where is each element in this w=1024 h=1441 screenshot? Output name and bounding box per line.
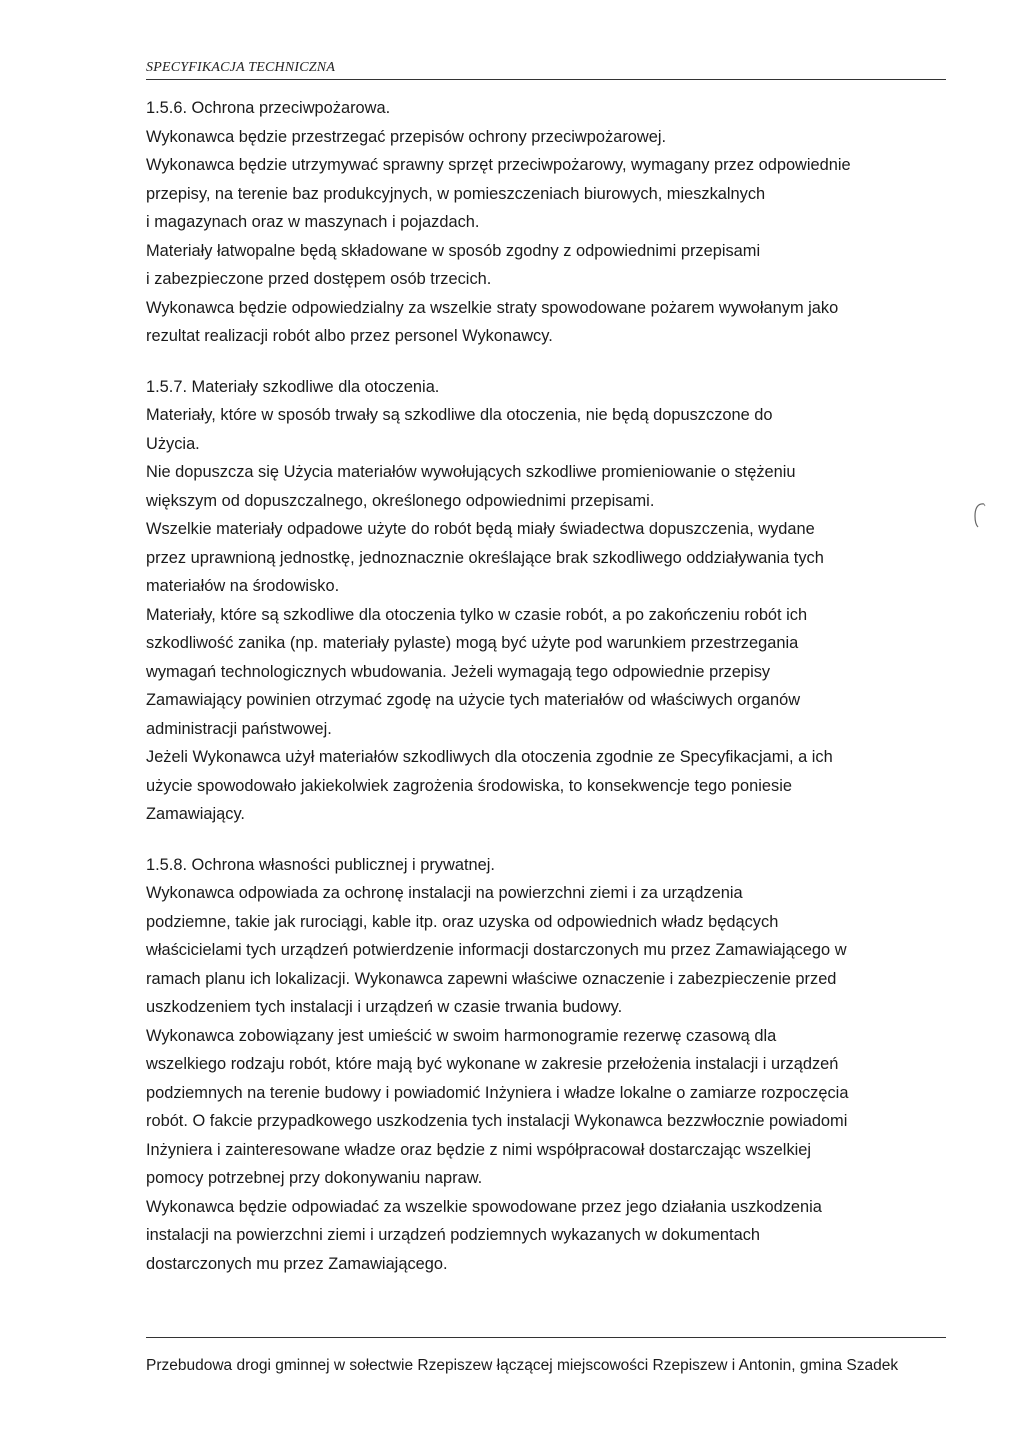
text-line: przez uprawnioną jednostkę, jednoznacznie określające brak szkodliwego oddziaływania tych — [146, 548, 824, 567]
text-line: wszelkiego rodzaju robót, które mają być wykonane w zakresie przełożenia instalacji i urządzeń — [146, 1055, 839, 1073]
section-spacer — [146, 351, 946, 373]
text-line: użycie spowodowało jakiekolwiek zagrożenia środowiska, to konsekwencje tego poniesie — [146, 776, 792, 795]
running-header: SPECYFIKACJA TECHNICZNA — [146, 60, 336, 75]
text-line: Materiały, które są szkodliwe dla otoczenia tylko w czasie robót, a po zakończeniu robót ich — [146, 605, 808, 624]
scan-artifact-icon — [972, 500, 986, 530]
text-line: administracji państwowej. — [146, 719, 332, 738]
text-line: podziemne, takie jak rurociągi, kable itp. oraz uzyska od odpowiednich władz będących — [146, 912, 779, 931]
header-divider — [146, 79, 946, 80]
document-body — [146, 94, 946, 1278]
section-harmful-materials — [146, 373, 946, 829]
text-line: uszkodzeniem tych instalacji i urządzeń w czasie trwania budowy. — [146, 998, 623, 1016]
text-line: Materiały łatwopalne będą składowane w sposób zgodny z odpowiednimi przepisami — [146, 241, 761, 260]
text-line: ramach planu ich lokalizacji. Wykonawca zapewni właściwe oznaczenie i zabezpieczenie przed — [146, 969, 837, 988]
text-line: Zamawiający. — [146, 805, 245, 823]
text-line: rezultat realizacji robót albo przez personel Wykonawcy. — [146, 327, 553, 345]
section-heading: 1.5.6. Ochrona przeciwpożarowa. — [146, 99, 391, 117]
text-line: Jeżeli Wykonawca użył materiałów szkodliwych dla otoczenia zgodnie ze Specyfikacjami, a ich — [146, 748, 833, 766]
text-line: Wykonawca będzie odpowiedzialny za wszelkie straty spowodowane pożarem wywołanym jako — [146, 298, 839, 317]
text-line: materiałów na środowisko. — [146, 577, 340, 595]
text-line: Wykonawca będzie utrzymywać sprawny sprzęt przeciwpożarowy, wymagany przez odpowiednie — [146, 156, 851, 174]
section-heading: 1.5.8. Ochrona własności publicznej i prywatnej. — [146, 855, 495, 874]
section-property-protection — [146, 851, 946, 1279]
text-line: Użycia. — [146, 434, 200, 453]
text-line: właścicielami tych urządzeń potwierdzenie informacji dostarczonych mu przez Zamawiającego w — [146, 941, 847, 959]
text-line: instalacji na powierzchni ziemi i urządzeń podziemnych wykazanych w dokumentach — [146, 1226, 761, 1244]
section-heading: 1.5.7. Materiały szkodliwe dla otoczenia. — [146, 377, 440, 396]
text-line: pomocy potrzebnej przy dokonywaniu napraw. — [146, 1169, 483, 1187]
text-line: Wszelkie materiały odpadowe użyte do robót będą miały świadectwa dopuszczenia, wydane — [146, 520, 815, 538]
text-line: Nie dopuszcza się Użycia materiałów wywołujących szkodliwe promieniowanie o stężeniu — [146, 463, 796, 481]
text-line: większym od dopuszczalnego, określonego odpowiednimi przepisami. — [146, 491, 655, 510]
text-line: dostarczonych mu przez Zamawiającego. — [146, 1254, 448, 1273]
text-line: Wykonawca będzie przestrzegać przepisów ochrony przeciwpożarowej. — [146, 127, 667, 146]
text-line: Zamawiający powinien otrzymać zgodę na użycie tych materiałów od właściwych organów — [146, 691, 801, 709]
text-line: podziemnych na terenie budowy i powiadomić Inżyniera i władze lokalne o zamiarze rozpoczęcia — [146, 1083, 849, 1102]
text-line: i zabezpieczone przed dostępem osób trzecich. — [146, 270, 492, 288]
text-line: Inżyniera i zainteresowane władze oraz będzie z nimi współpracował dostarczając wszelkiej — [146, 1140, 812, 1159]
text-line: Materiały, które w sposób trwały są szkodliwe dla otoczenia, nie będą dopuszczone do — [146, 406, 773, 424]
running-footer: Przebudowa drogi gminnej w sołectwie Rzepiszew łączącej miejscowości Rzepiszew i Antonin, gmina Szadek — [146, 1357, 899, 1374]
text-line: przepisy, na terenie baz produkcyjnych, w pomieszczeniach biurowych, mieszkalnych — [146, 184, 766, 203]
section-fire-protection — [146, 94, 946, 351]
text-line: wymagań technologicznych wbudowania. Jeżeli wymagają tego odpowiednie przepisy — [146, 662, 771, 681]
text-line: Wykonawca zobowiązany jest umieścić w swoim harmonogramie rezerwę czasową dla — [146, 1026, 777, 1045]
scan-margin-mark — [972, 500, 986, 530]
text-line: Wykonawca odpowiada za ochronę instalacji na powierzchni ziemi i za urządzenia — [146, 884, 743, 902]
text-line: szkodliwość zanika (np. materiały pylaste) mogą być użyte pod warunkiem przestrzegania — [146, 634, 799, 652]
footer-divider — [146, 1337, 946, 1338]
text-line: i magazynach oraz w maszynach i pojazdach. — [146, 213, 480, 231]
text-line: Wykonawca będzie odpowiadać za wszelkie spowodowane przez jego działania uszkodzenia — [146, 1197, 822, 1216]
text-line: robót. O fakcie przypadkowego uszkodzenia tych instalacji Wykonawca bezzwłocznie powiadomi — [146, 1112, 848, 1130]
section-spacer — [146, 829, 946, 851]
